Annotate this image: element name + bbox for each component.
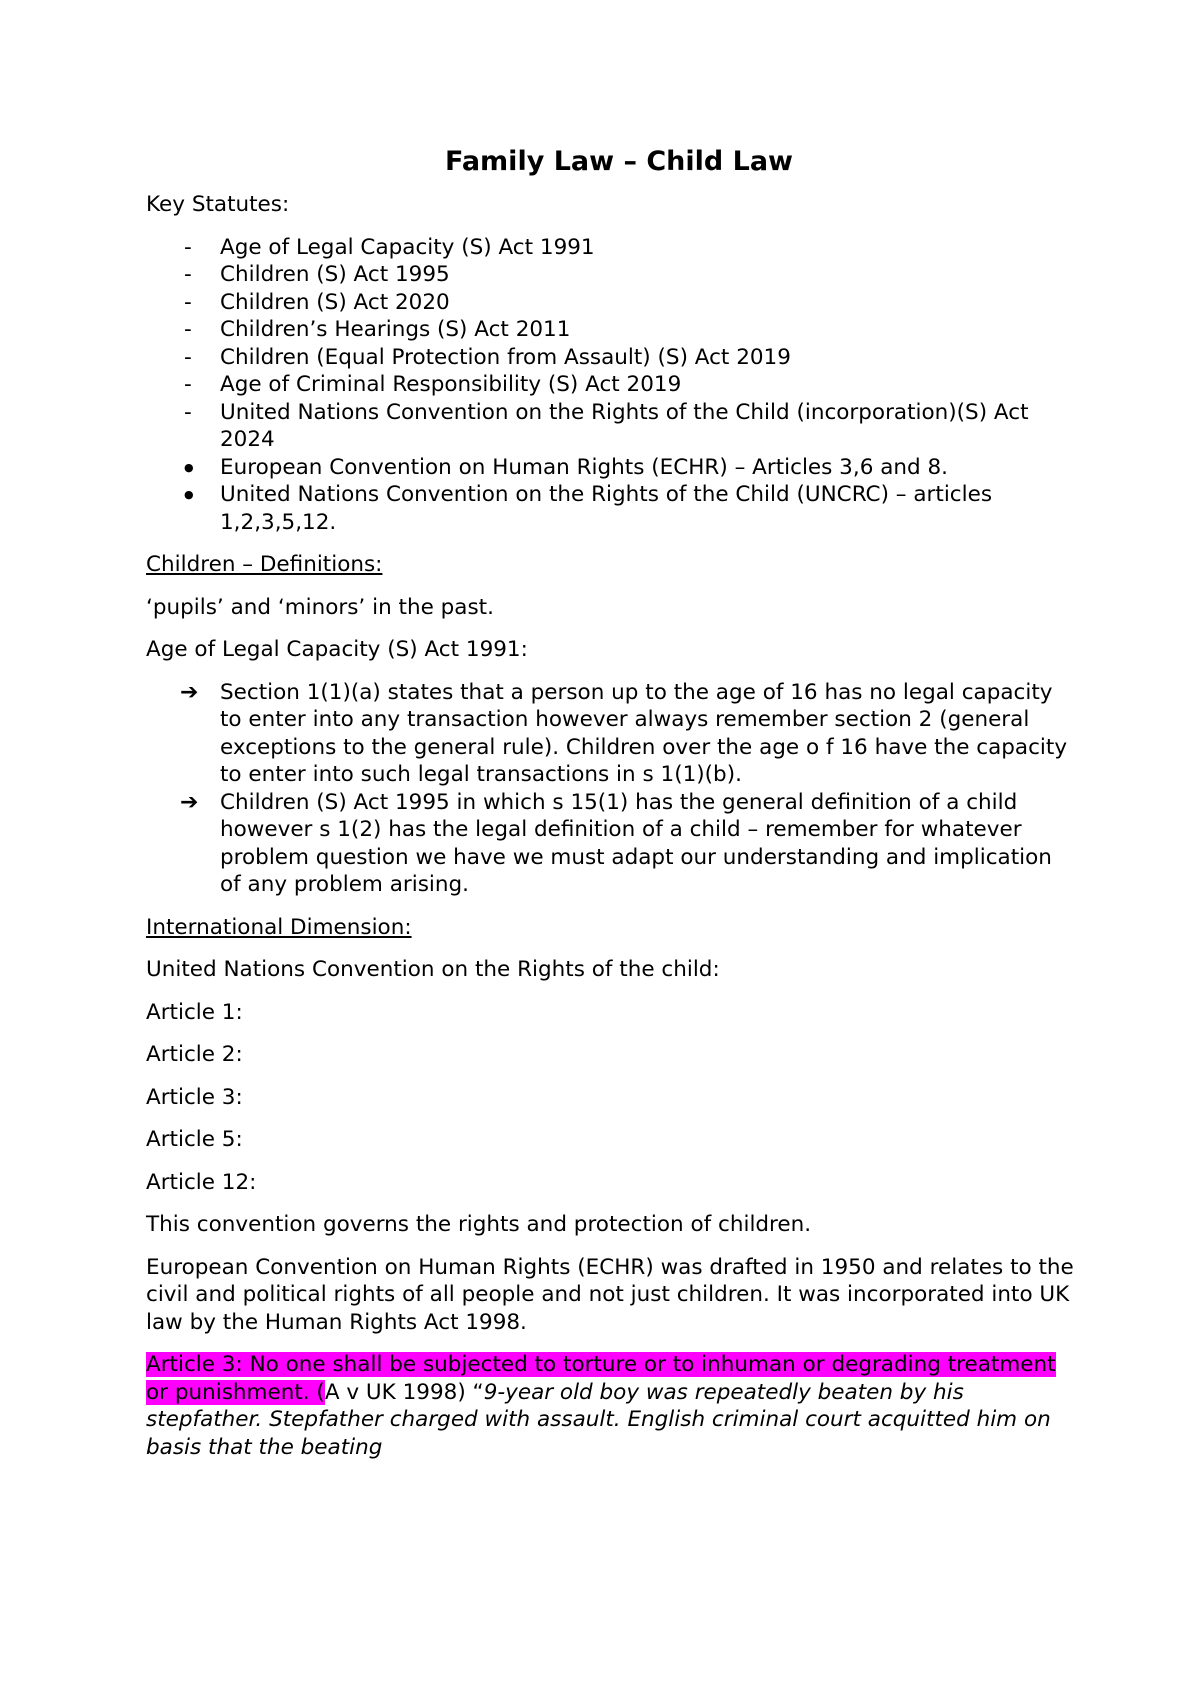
uncrc-heading: United Nations Convention on the Rights of the child:	[146, 957, 720, 982]
convention-governs-text: This convention governs the rights and protection of children.	[146, 1212, 812, 1237]
list-item: ● European Convention on Human Rights (ECHR) – Articles 3,6 and 8.	[146, 454, 1076, 482]
list-item: - Children (S) Act 2020	[146, 289, 1076, 317]
case-citation: A v UK 1998) “	[324, 1379, 484, 1405]
highlighted-text: Article 3: No one shall be subjected to torture or to inhuman or degrading treatment or punishment. (	[146, 1352, 1056, 1405]
dash-icon	[184, 344, 214, 372]
case-summary: 9-year old boy was repeatedly beaten by his stepfather. Stepfather charged with assault. English criminal court acquitted him on basis that the beating	[146, 1379, 1051, 1460]
article-2-label: Article 2:	[146, 1042, 243, 1067]
list-item: - United Nations Convention on the Rights of the Child (incorporation)(S) Act 2024	[146, 399, 1076, 454]
pupils-text: ‘pupils’ and ‘minors’ in the past.	[146, 594, 494, 620]
list-item: - Children’s Hearings (S) Act 2011	[146, 316, 1076, 344]
article-3-paragraph	[146, 1351, 1076, 1461]
list-item: - Age of Legal Capacity (S) Act 1991	[146, 234, 1076, 262]
key-statutes-label: Key Statutes:	[146, 192, 290, 217]
dash-icon	[184, 399, 214, 427]
statutes-list	[146, 234, 1076, 454]
list-item: ➔ Children (S) Act 1995 in which s 15(1) has the general definition of a child however s 1(2) has the legal definition of a child – remember for whatever problem question we have we must adapt our understanding and implication of any problem arising.	[146, 789, 1076, 899]
dash-icon	[184, 371, 214, 399]
arrow-points-list	[146, 679, 1076, 899]
list-item: - Age of Criminal Responsibility (S) Act 2019	[146, 371, 1076, 399]
echr-paragraph: European Convention on Human Rights (ECHR) was drafted in 1950 and relates to the civil and political rights of all people and not just children. It was incorporated into UK law by the Human Rights Act 1998.	[146, 1254, 1074, 1335]
alc-heading: Age of Legal Capacity (S) Act 1991:	[146, 637, 528, 662]
page-title: Family Law – Child Law	[444, 146, 794, 177]
definitions-heading: Children – Definitions:	[146, 552, 383, 577]
arrow-right-icon	[180, 679, 210, 707]
international-heading: International Dimension:	[146, 914, 412, 940]
bullet-icon	[184, 454, 214, 485]
list-item: ➔ Section 1(1)(a) states that a person up to the age of 16 has no legal capacity to enter into any transaction however always remember section 2 (general exceptions to the general rule). Children over the age o f 16 have the capacity to enter into such legal transactions in s 1(1)(b).	[146, 679, 1076, 789]
article-5-label: Article 5:	[146, 1127, 243, 1152]
dash-icon	[184, 316, 214, 344]
article-12-label: Article 12:	[146, 1169, 257, 1195]
dash-icon	[184, 289, 214, 317]
bullet-icon	[184, 481, 214, 512]
dash-icon	[184, 261, 214, 289]
article-1-label: Article 1:	[146, 999, 243, 1025]
list-item: ● United Nations Convention on the Rights of the Child (UNCRC) – articles 1,2,3,5,12.	[146, 481, 1076, 536]
arrow-right-icon	[180, 789, 210, 817]
list-item: - Children (Equal Protection from Assault) (S) Act 2019	[146, 344, 1076, 372]
article-3-label: Article 3:	[146, 1084, 243, 1110]
conventions-list	[146, 454, 1076, 537]
list-item: - Children (S) Act 1995	[146, 261, 1076, 289]
dash-icon	[184, 234, 214, 262]
document-body	[146, 145, 1076, 1476]
